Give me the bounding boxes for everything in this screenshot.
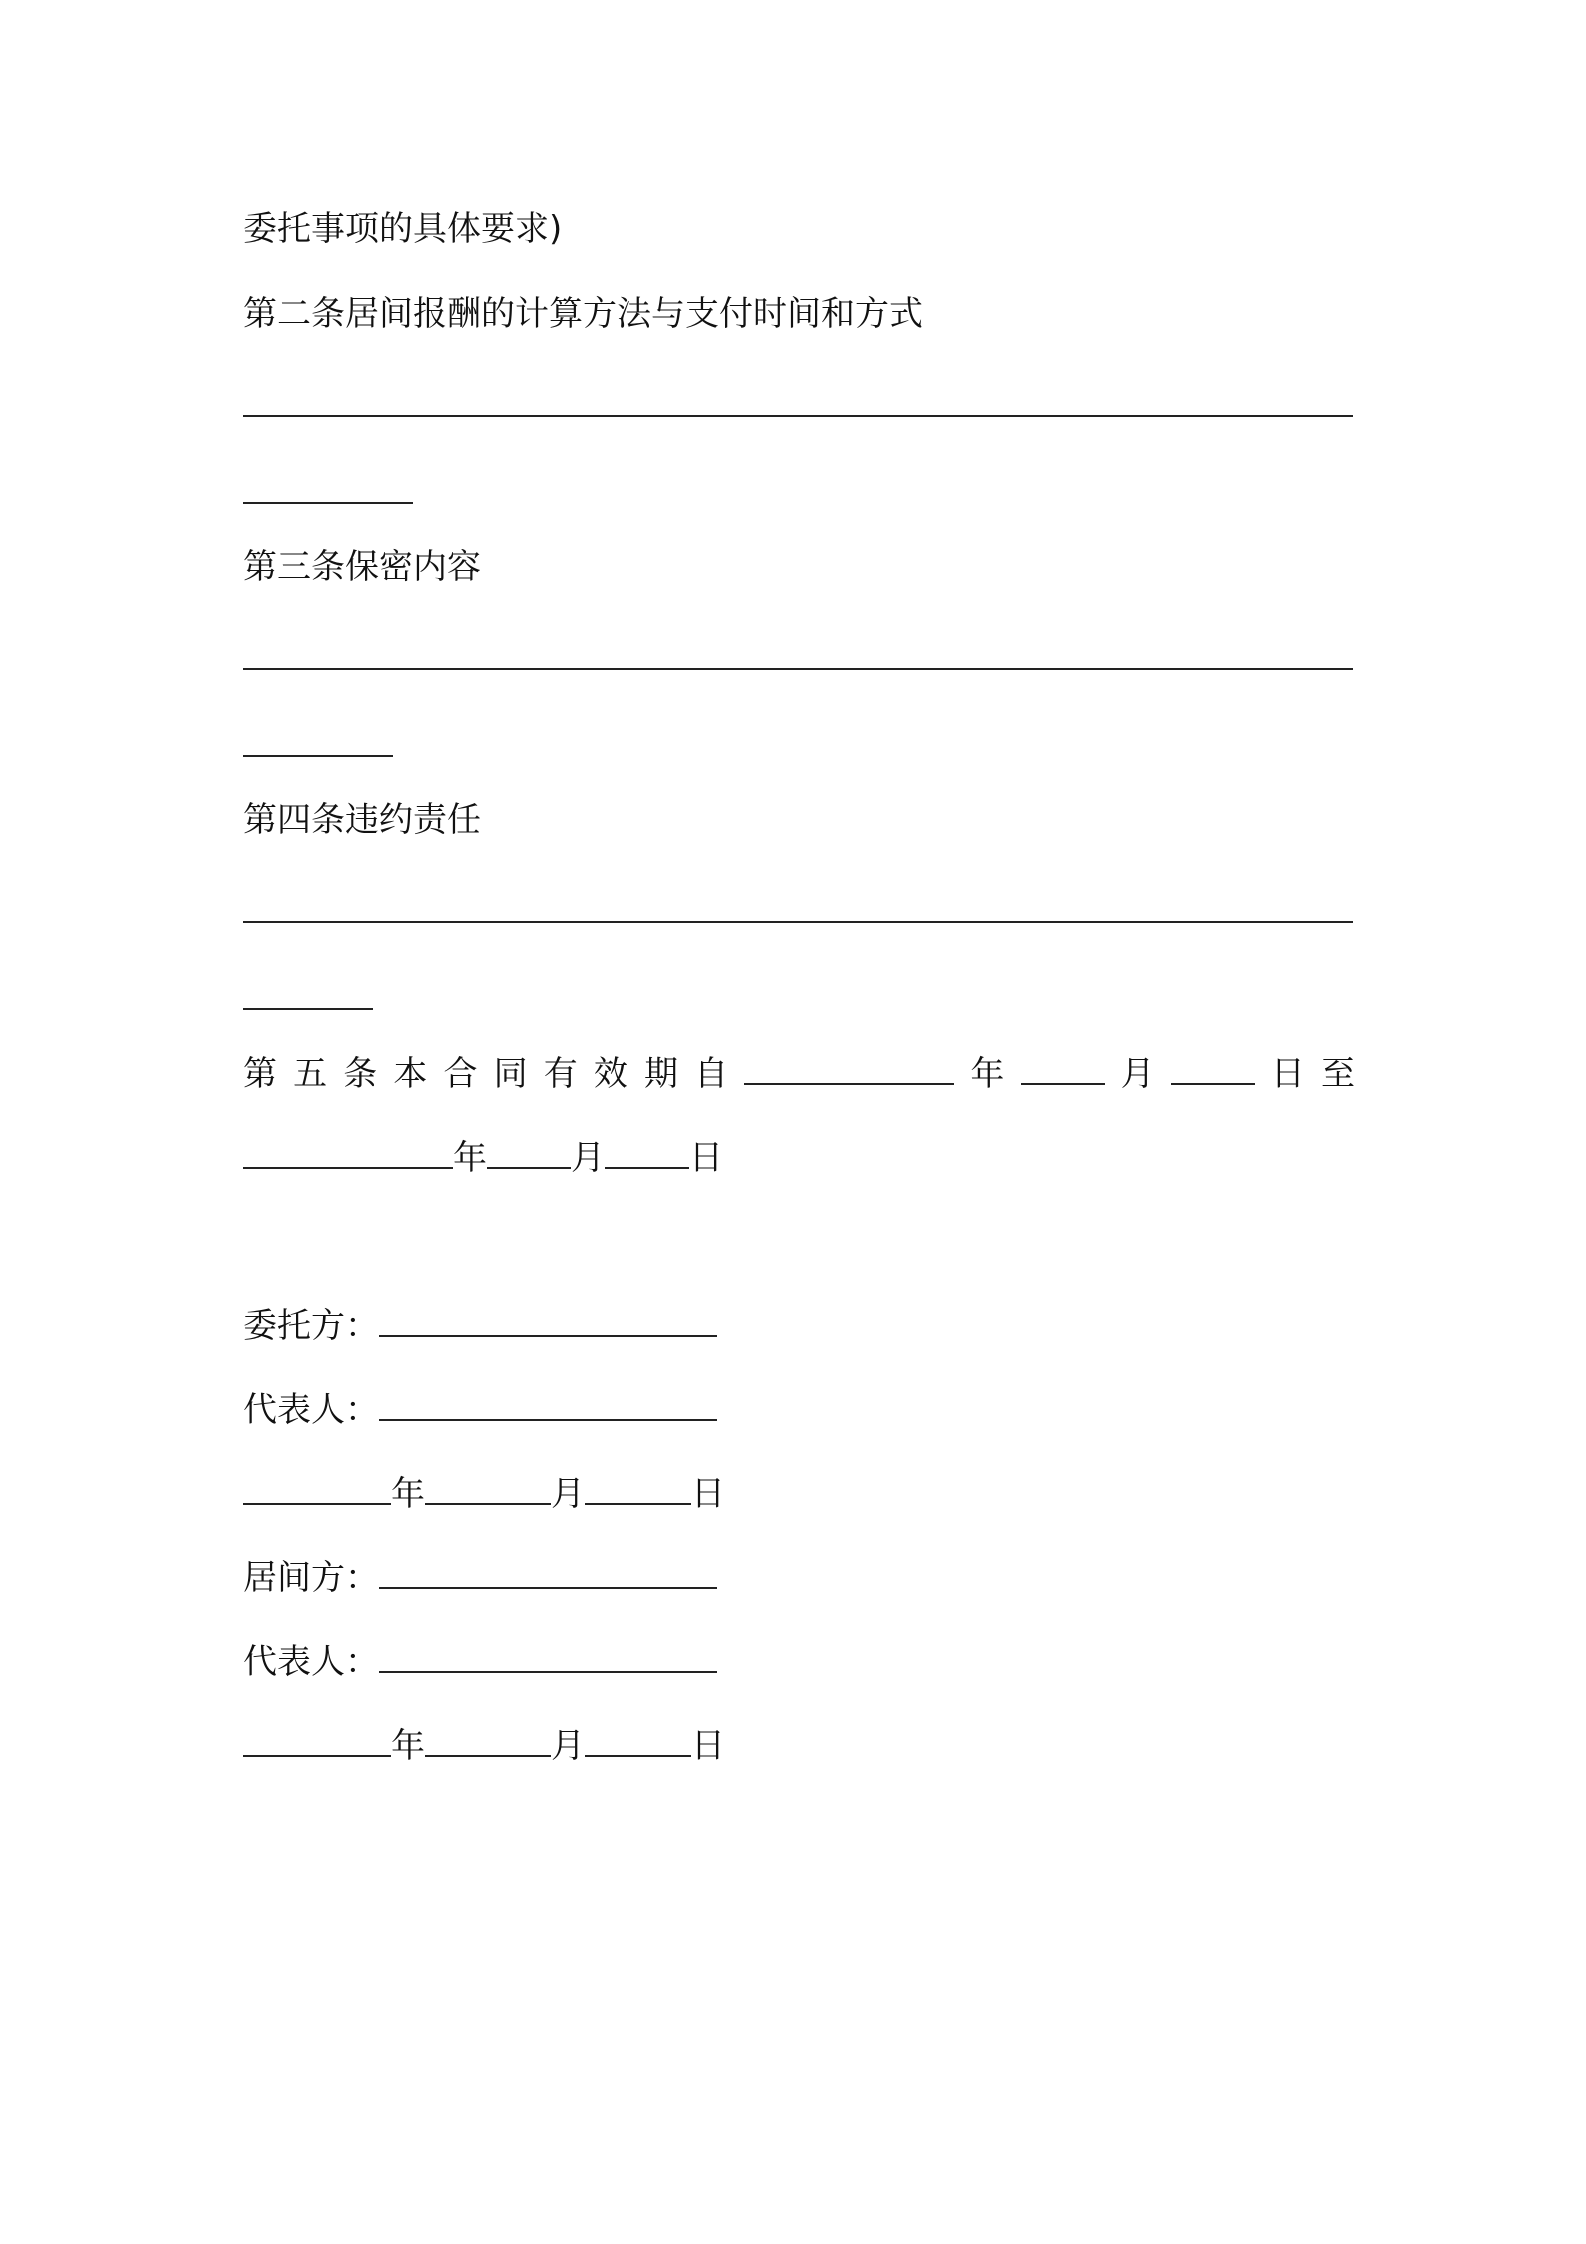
date-1-day-label: 日 bbox=[691, 1474, 725, 1514]
article-5-line-1 bbox=[243, 1050, 1355, 1098]
date-2-day-label: 日 bbox=[691, 1726, 725, 1766]
end-month-label: 月 bbox=[571, 1138, 605, 1178]
end-year-blank[interactable] bbox=[243, 1141, 453, 1169]
article-4-blank-line-1[interactable] bbox=[243, 921, 1353, 923]
date-1-year-label: 年 bbox=[391, 1474, 425, 1514]
article-3-blank-line-2[interactable] bbox=[243, 755, 393, 757]
article-3-blank-line-1[interactable] bbox=[243, 668, 1353, 670]
rep-1-blank[interactable] bbox=[379, 1393, 717, 1421]
article-5-char: 本 bbox=[393, 1054, 428, 1094]
date-2-day-blank[interactable] bbox=[585, 1729, 691, 1757]
article-2-blank-line-1[interactable] bbox=[243, 415, 1353, 417]
date-1-day-blank[interactable] bbox=[585, 1477, 691, 1505]
article-5-char: 合 bbox=[443, 1054, 478, 1094]
start-day-label: 日 bbox=[1270, 1054, 1305, 1094]
article-5-char: 效 bbox=[593, 1054, 628, 1094]
article-5-char: 第 bbox=[243, 1054, 277, 1094]
date-2-month-blank[interactable] bbox=[425, 1729, 551, 1757]
article-5-char: 自 bbox=[694, 1054, 729, 1094]
article-4-blank-line-2[interactable] bbox=[243, 1008, 373, 1010]
article-2-title: 第二条居间报酬的计算方法与支付时间和方式 bbox=[243, 294, 923, 334]
principal-line bbox=[243, 1302, 717, 1350]
date-2-line bbox=[243, 1722, 725, 1770]
article-5-line-2 bbox=[243, 1134, 723, 1182]
rep-1-line bbox=[243, 1386, 717, 1434]
end-day-label: 日 bbox=[689, 1138, 723, 1178]
end-month-blank[interactable] bbox=[487, 1141, 571, 1169]
article-5-char: 五 bbox=[293, 1054, 328, 1094]
article-2-blank-line-2[interactable] bbox=[243, 502, 413, 504]
rep-2-blank[interactable] bbox=[379, 1645, 717, 1673]
start-month-blank[interactable] bbox=[1021, 1057, 1105, 1085]
start-year-label: 年 bbox=[970, 1054, 1005, 1094]
rep-1-label: 代表人： bbox=[243, 1390, 379, 1430]
date-2-year-label: 年 bbox=[391, 1726, 425, 1766]
end-year-label: 年 bbox=[453, 1138, 487, 1178]
date-1-year-blank[interactable] bbox=[243, 1477, 391, 1505]
to-label: 至 bbox=[1321, 1054, 1355, 1094]
date-2-year-blank[interactable] bbox=[243, 1729, 391, 1757]
date-2-month-label: 月 bbox=[551, 1726, 585, 1766]
intermediary-label: 居间方： bbox=[243, 1558, 379, 1598]
date-1-month-label: 月 bbox=[551, 1474, 585, 1514]
principal-label: 委托方： bbox=[243, 1306, 379, 1346]
principal-blank[interactable] bbox=[379, 1309, 717, 1337]
rep-2-label: 代表人： bbox=[243, 1642, 379, 1682]
intermediary-line bbox=[243, 1554, 717, 1602]
date-1-month-blank[interactable] bbox=[425, 1477, 551, 1505]
start-month-label: 月 bbox=[1120, 1054, 1155, 1094]
requirements-tail-text: 委托事项的具体要求) bbox=[243, 209, 563, 249]
intermediary-blank[interactable] bbox=[379, 1561, 717, 1589]
article-4-title: 第四条违约责任 bbox=[243, 800, 481, 840]
rep-2-line bbox=[243, 1638, 717, 1686]
start-day-blank[interactable] bbox=[1171, 1057, 1255, 1085]
article-3-title: 第三条保密内容 bbox=[243, 547, 481, 587]
end-day-blank[interactable] bbox=[605, 1141, 689, 1169]
article-5-char: 条 bbox=[343, 1054, 378, 1094]
article-5-char: 期 bbox=[644, 1054, 678, 1094]
article-5-char: 同 bbox=[493, 1054, 528, 1094]
article-5-char: 有 bbox=[543, 1054, 578, 1094]
date-1-line bbox=[243, 1470, 725, 1518]
start-year-blank[interactable] bbox=[744, 1057, 954, 1085]
